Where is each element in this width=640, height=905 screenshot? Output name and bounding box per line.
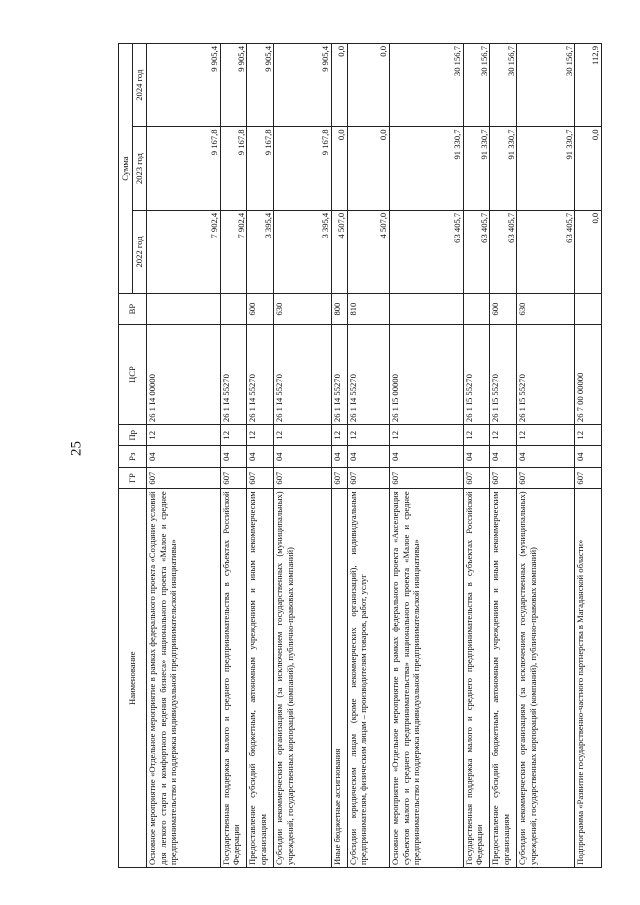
table-row (147, 44, 221, 868)
row-vr: 630 (517, 294, 575, 325)
row-2023: 91 330,7 (390, 127, 464, 210)
row-gr: 607 (347, 467, 389, 488)
row-rz: 04 (274, 446, 332, 467)
row-2024: 9 905,4 (220, 44, 247, 127)
row-gr: 607 (274, 467, 332, 488)
row-2024: 30 156,7 (463, 44, 490, 127)
row-2022: 7 902,4 (147, 210, 221, 293)
row-vr: 600 (490, 294, 517, 325)
row-vr (390, 294, 464, 325)
row-csr: 26 1 I4 55270 (332, 325, 348, 425)
row-2024: 9 905,4 (147, 44, 221, 127)
row-2023: 9 167,8 (147, 127, 221, 210)
row-name: Предоставление субсидий бюджетным, автономным учреждениям и иным некоммерческим организациям (247, 489, 274, 868)
header-sum: Сумма (119, 44, 133, 294)
table-row (463, 44, 490, 868)
row-csr: 26 1 I5 55270 (463, 325, 490, 425)
row-rz: 04 (332, 446, 348, 467)
table-row (517, 44, 575, 868)
row-name: Субсидии юридическим лицам (кроме некоммерческих организаций), индивидуальным предпринимателям, физическим лицам – производителям товаров, работ, услуг (347, 489, 389, 868)
row-2022: 4 507,0 (332, 210, 348, 293)
header-2024: 2024 год (133, 44, 147, 127)
row-rz: 04 (517, 446, 575, 467)
row-2022: 63 405,7 (463, 210, 490, 293)
table-row (274, 44, 332, 868)
row-2023: 91 330,7 (490, 127, 517, 210)
table-row (332, 44, 348, 868)
row-rz: 04 (490, 446, 517, 467)
row-vr: 810 (347, 294, 389, 325)
row-2023: 0,0 (575, 127, 602, 210)
row-2023: 91 330,7 (517, 127, 575, 210)
row-2024: 30 156,7 (390, 44, 464, 127)
row-2022: 3 395,4 (247, 210, 274, 293)
row-pr: 12 (517, 425, 575, 446)
row-vr (575, 294, 602, 325)
row-name: Государственная поддержка малого и среднего предпринимательства в субъектах Российской Федерации (220, 489, 247, 868)
row-name: Основное мероприятие «Отдельное мероприятие в рамках федерального проекта «Создание условий для легкого старта и комфортного ведения бизнеса» национального проекта «Малое и среднее предпринимательство и поддержка индивидуальной предпринимательской инициативы» (147, 489, 221, 868)
table-row (247, 44, 274, 868)
page-number: 25 (68, 441, 85, 456)
row-pr: 12 (220, 425, 247, 446)
row-name: Основное мероприятие «Отдельное мероприятие в рамках федерального проекта «Акселерация субъектов малого и среднего предпринимательства» национального проекта «Малое и среднее предпринимательство и поддержка индивидуальной предпринимательской инициативы» (390, 489, 464, 868)
row-2024: 30 156,7 (490, 44, 517, 127)
row-2023: 9 167,8 (247, 127, 274, 210)
row-csr: 26 1 I5 55270 (517, 325, 575, 425)
row-rz: 04 (463, 446, 490, 467)
table-row (575, 44, 602, 868)
row-pr: 12 (347, 425, 389, 446)
row-name: Иные бюджетные ассигнования (332, 489, 348, 868)
row-2023: 9 167,8 (274, 127, 332, 210)
header-name: Наименование (119, 489, 147, 868)
row-2022: 0,0 (575, 210, 602, 293)
row-name: Субсидии некоммерческим организациям (за исключением государственных (муниципальных) учреждений, государственных корпораций (компаний), публично-правовых компаний) (517, 489, 575, 868)
row-2022: 63 405,7 (390, 210, 464, 293)
row-2024: 9 905,4 (274, 44, 332, 127)
row-csr: 26 1 I4 55270 (220, 325, 247, 425)
row-pr: 12 (575, 425, 602, 446)
row-2024: 0,0 (347, 44, 389, 127)
row-vr (147, 294, 221, 325)
row-gr: 607 (332, 467, 348, 488)
table-row (390, 44, 464, 868)
header-rz: Рз (119, 446, 147, 467)
row-gr: 607 (220, 467, 247, 488)
row-2022: 4 507,0 (347, 210, 389, 293)
row-csr: 26 1 I4 55270 (247, 325, 274, 425)
row-vr (463, 294, 490, 325)
row-2023: 0,0 (347, 127, 389, 210)
header-gr: ГР (119, 467, 147, 488)
row-name: Субсидии некоммерческим организациям (за исключением государственных (муниципальных) учреждений, государственных корпораций (компаний), публично-правовых компаний) (274, 489, 332, 868)
row-vr: 600 (247, 294, 274, 325)
row-2023: 91 330,7 (463, 127, 490, 210)
table-row (347, 44, 389, 868)
row-vr: 800 (332, 294, 348, 325)
row-gr: 607 (575, 467, 602, 488)
row-2022: 63 405,7 (517, 210, 575, 293)
row-gr: 607 (147, 467, 221, 488)
row-pr: 12 (332, 425, 348, 446)
row-pr: 12 (247, 425, 274, 446)
row-gr: 607 (247, 467, 274, 488)
budget-table-container (118, 43, 602, 868)
row-rz: 04 (220, 446, 247, 467)
row-pr: 12 (463, 425, 490, 446)
row-rz: 04 (247, 446, 274, 467)
row-name: Предоставление субсидий бюджетным, автономным учреждениям и иным некоммерческим организациям (490, 489, 517, 868)
table-row (490, 44, 517, 868)
row-2024: 112,9 (575, 44, 602, 127)
row-csr: 26 1 I4 00000 (147, 325, 221, 425)
row-csr: 26 1 I5 00000 (390, 325, 464, 425)
budget-table (118, 43, 602, 868)
row-2022: 3 395,4 (274, 210, 332, 293)
row-gr: 607 (463, 467, 490, 488)
row-pr: 12 (390, 425, 464, 446)
row-csr: 26 1 I4 55270 (274, 325, 332, 425)
row-2023: 0,0 (332, 127, 348, 210)
row-2024: 0,0 (332, 44, 348, 127)
header-csr: ЦСР (119, 325, 147, 425)
row-name: Государственная поддержка малого и среднего предпринимательства в субъектах Российской Федерации (463, 489, 490, 868)
row-rz: 04 (390, 446, 464, 467)
row-csr: 26 7 00 00000 (575, 325, 602, 425)
row-pr: 12 (147, 425, 221, 446)
row-2022: 63 405,7 (490, 210, 517, 293)
row-vr (220, 294, 247, 325)
row-rz: 04 (347, 446, 389, 467)
row-pr: 12 (490, 425, 517, 446)
header-vr: ВР (119, 294, 147, 325)
row-2024: 30 156,7 (517, 44, 575, 127)
header-pr: Пр (119, 425, 147, 446)
row-csr: 26 1 I5 55270 (490, 325, 517, 425)
header-2023: 2023 год (133, 127, 147, 210)
row-2023: 9 167,8 (220, 127, 247, 210)
row-2022: 7 902,4 (220, 210, 247, 293)
row-pr: 12 (274, 425, 332, 446)
row-rz: 04 (575, 446, 602, 467)
row-rz: 04 (147, 446, 221, 467)
row-csr: 26 1 I4 55270 (347, 325, 389, 425)
table-row (220, 44, 247, 868)
row-gr: 607 (490, 467, 517, 488)
row-vr: 630 (274, 294, 332, 325)
row-gr: 607 (390, 467, 464, 488)
row-name: Подпрограмма «Развитие государственно-частного партнерства в Магаданской области» (575, 489, 602, 868)
header-2022: 2022 год (133, 210, 147, 293)
row-2024: 9 905,4 (247, 44, 274, 127)
row-gr: 607 (517, 467, 575, 488)
